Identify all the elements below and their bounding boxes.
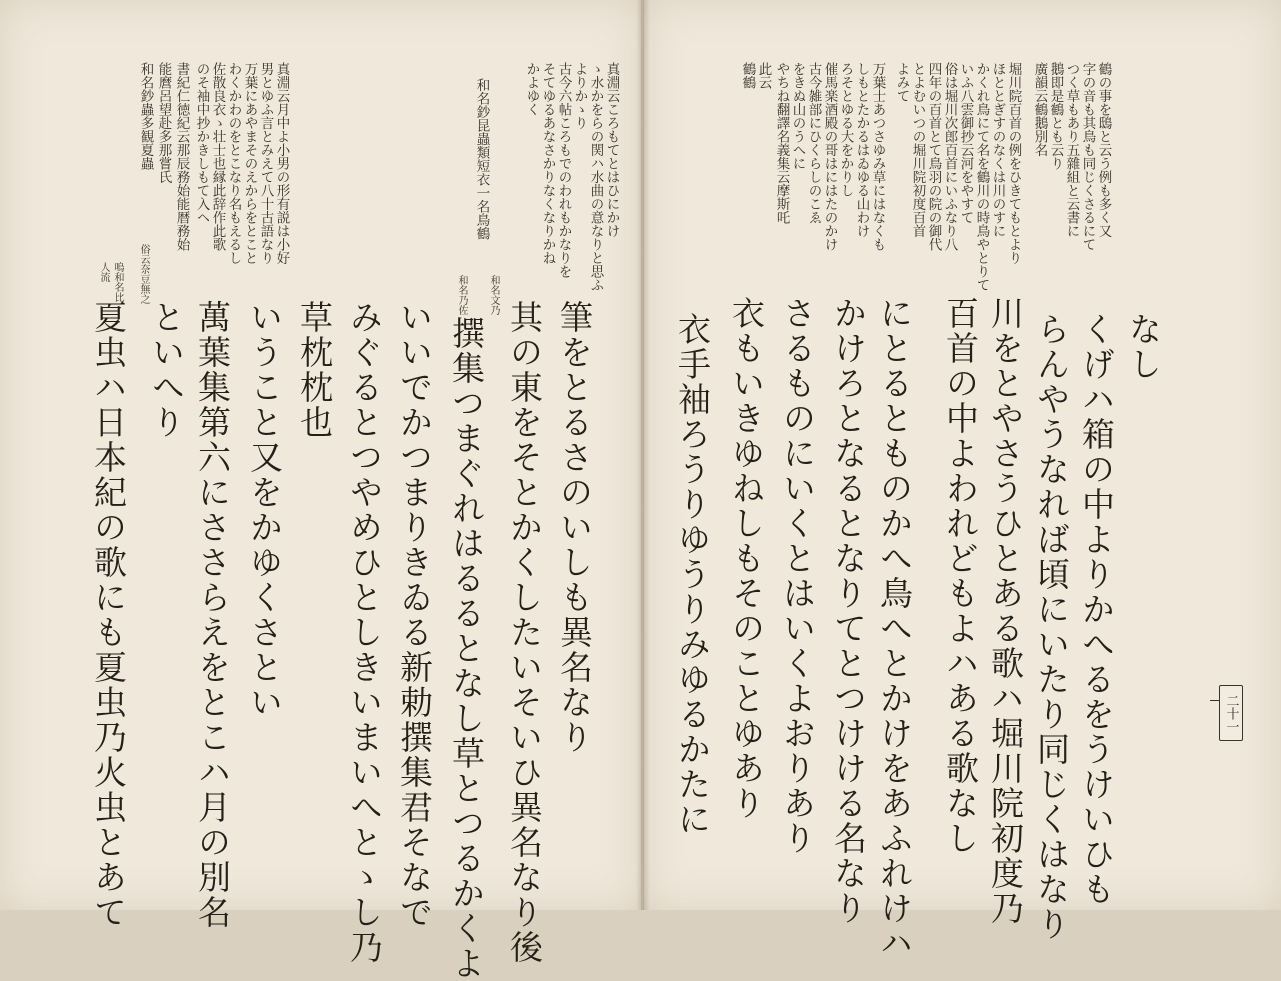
main-text-line: くげハ箱の中よりかへるをうけいひも [1077, 312, 1116, 907]
annotation-line: つく草もあり五雜組と云書に [1063, 62, 1080, 238]
annotation-line: 和名乃佐 [456, 275, 467, 315]
main-text-line: 筆をとるさのいしも異名なり [555, 300, 594, 755]
annotation-line: 俗は堀川次郎百首にいふなり八 [941, 62, 958, 251]
main-text-line: らんやうなれば頃にいたり同じくはなり [1032, 312, 1071, 942]
annotation-line: 佐散良衣ゝ壮士也縁此辞作此歌 [209, 62, 226, 251]
annotation-line: わくかわのをとこなり名もえるし [225, 62, 242, 265]
annotation-line: 鶴の事を鴟と云う例も多く又 [1095, 62, 1112, 238]
annotation-line: 古今雑部にひくらしのこゑ [805, 62, 822, 224]
main-text-line: いうこと又をかゆくさとい [245, 300, 284, 720]
annotation-line: ほととぎすのなくは川のすに [989, 62, 1006, 238]
main-text-line: 其の東をそとかくしたいそいひ異名なり後 [505, 300, 544, 965]
main-text-line: にとるとものかへ鳥へとかけをあふれけハ [875, 296, 914, 961]
annotation-line: 四年の百首とて鳥羽の院の御代 [925, 62, 942, 251]
annotation-line: いふ八雲御抄云河をやすて [957, 62, 974, 224]
page-number: 二十一 [1223, 693, 1239, 733]
annotation-line: かよゆく [523, 62, 540, 116]
annotation-line: そてゆるあなさかりなくなりかね [539, 62, 556, 265]
annotation-line: やちね翻譯名義集云摩斯吒 [773, 62, 790, 224]
main-text-line: 草枕枕也 [295, 300, 334, 440]
main-text-line: 衣手袖ろうりゆうりみゆるかたに [673, 312, 712, 837]
main-text-line: 百首の中よわれどもよハある歌なし [941, 296, 980, 856]
main-text-line: なし [1124, 312, 1163, 382]
main-text-line: 萬葉集第六にささらえをとこハ月の別名 [193, 300, 232, 930]
annotation-line: 鶴鶴 [739, 62, 756, 89]
annotation-line: 真淵云ころもてとはひにかけ [603, 62, 620, 238]
annotation-line: 書紀仁徳紀云那辰務始能暦務始 [173, 62, 190, 251]
main-text-line: といへり [147, 300, 186, 440]
annotation-line: 字の音も其鳥も同じくさるにて [1079, 62, 1096, 251]
annotation-line: 嗚和名比 [112, 262, 123, 302]
annotation-line: 堀川院百首の例をひきてもとより [1005, 62, 1022, 265]
annotation-line: 人流 [98, 262, 109, 282]
annotation-line: 鵝即是鶴とも云り [1047, 62, 1064, 170]
main-text-line: 撰集つまぐれはるるとなし草とつるかくよ [447, 316, 486, 981]
annotation-line: 能麿呂望赴多那嘗氏 [155, 62, 172, 184]
annotation-line: 和名鈔蟲多観夏蟲 [137, 62, 154, 170]
annotation-line: しもとたかるはゐゆる山わけ [853, 62, 870, 238]
main-text-line: 夏虫ハ日本紀の歌にも夏虫乃火虫とあて [89, 300, 128, 930]
annotation-line: とよむいつの堀川院初度百首 [909, 62, 926, 238]
annotation-line: よりかゝり [571, 62, 588, 130]
annotation-line: 万葉にあやまそのえからをとこと [241, 62, 258, 265]
main-text-line: 衣もいきゆねしもそのことゆあり [727, 296, 766, 821]
annotation-line: 廣韻云鶴鵝別名 [1031, 62, 1048, 157]
annotation-line: ろそとゆる大をかりし [837, 62, 854, 197]
book-gutter [636, 0, 650, 910]
annotation-line: 此云 [755, 62, 772, 89]
main-text-line: かけろとなるとなりてとつけける名なり [829, 296, 868, 926]
annotation-line: かくれ鳥にて名を鶴川の時鳥やとりて [973, 62, 990, 292]
annotation-line: 和名文乃 [488, 275, 499, 315]
annotation-line: 万葉士あつさゆみ草にはなくも [869, 62, 886, 251]
annotation-line: 古今六帖ころもでのわれもかなりを [555, 62, 572, 278]
annotation-line: 催馬楽酒殿の哥はにはたのかけ [821, 62, 838, 251]
main-text-line: いいでかつまりきゐる新勅撰集君そなで [395, 300, 434, 930]
main-text-line: さるものにいくとはいくよおりあり [778, 296, 817, 856]
annotation-line: 真淵云月中よ小男の形有説は小好 [273, 62, 290, 265]
annotation-line: をきぬ山のうへに [789, 62, 806, 170]
annotation-line: ゝ水かをらの関ハ水曲の意なりと思ふ [587, 62, 604, 292]
annotation-line: 俗云奈豆無之 [138, 244, 149, 304]
annotation-line: のそ袖中抄かきしもて入ヘ [193, 62, 210, 224]
page-number-box [1219, 685, 1243, 741]
annotation-line: よみて [893, 62, 910, 103]
main-text-line: みぐるとつやめひとしきいまいへとゝし乃 [345, 300, 384, 965]
annotation-line: 男とゆふ言とみえて八十古語なり [257, 62, 274, 265]
annotation-line: 和名鈔昆蟲類短衣一名鳥鶴 [473, 78, 490, 240]
main-text-line: 川をとやさうひとある歌ハ堀川院初度乃 [986, 296, 1025, 926]
